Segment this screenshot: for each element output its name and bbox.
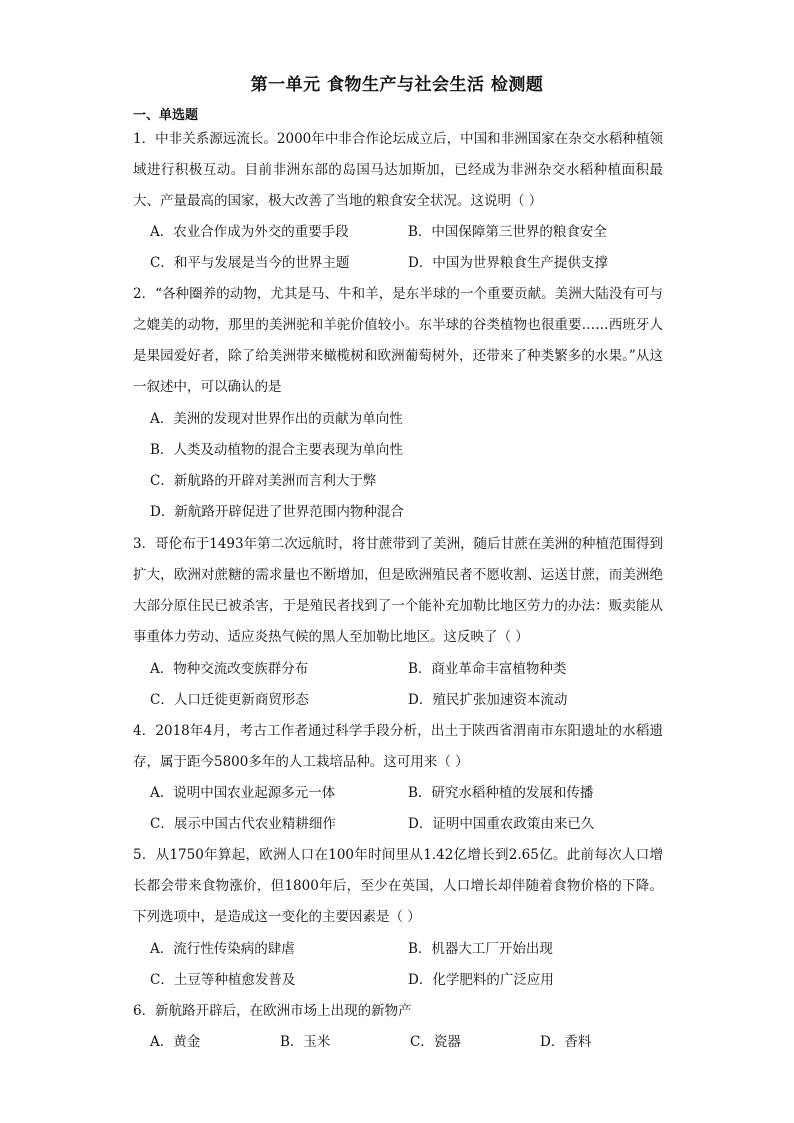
option-a: A．物种交流改变族群分布 xyxy=(150,661,309,677)
question-3-options xyxy=(150,654,670,716)
option-a: A．农业合作成为外交的重要手段 xyxy=(150,224,349,240)
option-d: D．中国为世界粮食生产提供支撑 xyxy=(408,255,608,271)
option-b: B．研究水稻种植的发展和传播 xyxy=(408,785,594,801)
option-c: C．和平与发展是当今的世界主题 xyxy=(150,255,350,271)
question-2-options xyxy=(150,404,670,528)
option-d: D．化学肥料的广泛应用 xyxy=(408,972,554,988)
option-c: C．展示中国古代农业精耕细作 xyxy=(150,816,336,832)
question-3-stem: 3．哥伦布于1493年第二次远航时，将甘蔗带到了美洲，随后甘蔗在美洲的种植范围得到扩大，欧洲对蔗糖的需求量也不断增加，但是欧洲殖民者不愿收割、运送甘蔗，而美洲绝大部分原住民已被杀害，于是殖民者找到了一个能补充加勒比地区劳力的办法：贩卖能从事重体力劳动、适应炎热气候的黑人至加勒比地区。这反映了（ ） xyxy=(133,536,663,645)
question-4-stem: 4．2018年4月，考古工作者通过科学手段分析，出土于陕西省渭南市东阳遗址的水稻遗存，属于距今5800多年的人工栽培品种。这可用来（ ） xyxy=(133,723,663,770)
option-c: C．新航路的开辟对美洲而言利大于弊 xyxy=(150,473,377,489)
option-b: B．中国保障第三世界的粮食安全 xyxy=(408,224,607,240)
option-b: B．机器大工厂开始出现 xyxy=(408,941,553,957)
question-4-options xyxy=(150,778,670,840)
option-c: C．瓷器 xyxy=(410,1034,461,1050)
question-6-stem: 6．新航路开辟后，在欧洲市场上出现的新物产 xyxy=(133,1003,412,1019)
option-a: A．流行性传染病的肆虐 xyxy=(150,941,295,957)
question-1-stem: 1．中非关系源远流长。2000年中非合作论坛成立后，中国和非洲国家在杂交水稻种植领域进行积极互动。目前非洲东部的岛国马达加斯加，已经成为非洲杂交水稻种植面积最大、产量最高的国家，极大改善了当地的粮食安全状况。这说明（ ） xyxy=(133,131,663,209)
question-2-stem: 2．“各种圈养的动物，尤其是马、牛和羊，是东半球的一个重要贡献。美洲大陆没有可与之媲美的动物，那里的美洲驼和羊驼价值较小。东半球的谷类植物也很重要……西班牙人是果园爱好者，除了给美洲带来橄榄树和欧洲葡萄树外，还带来了种类繁多的水果。”从这一叙述中，可以确认的是 xyxy=(133,286,663,395)
page-title: 第一单元 食物生产与社会生活 检测题 xyxy=(250,75,544,95)
option-d: D．香料 xyxy=(540,1034,592,1050)
option-d: D．证明中国重农政策由来已久 xyxy=(408,816,595,832)
section-heading: 一、单选题 xyxy=(133,108,199,123)
option-a: A．美洲的发现对世界作出的贡献为单向性 xyxy=(150,411,403,427)
option-a: A．说明中国农业起源多元一体 xyxy=(150,785,336,801)
question-1-options xyxy=(150,217,670,279)
option-b: B．玉米 xyxy=(280,1034,331,1050)
option-d: D．新航路开辟促进了世界范围内物种混合 xyxy=(150,504,404,520)
question-5-options xyxy=(150,934,670,996)
option-b: B．人类及动植物的混合主要表现为单向性 xyxy=(150,442,403,458)
question-6-options xyxy=(150,1027,670,1058)
option-b: B．商业革命丰富植物种类 xyxy=(408,661,567,677)
option-a: A．黄金 xyxy=(150,1034,201,1050)
option-d: D．殖民扩张加速资本流动 xyxy=(408,692,568,708)
option-c: C．人口迁徙更新商贸形态 xyxy=(150,692,309,708)
option-c: C．土豆等种植愈发普及 xyxy=(150,972,296,988)
question-5-stem: 5．从1750年算起，欧洲人口在100年时间里从1.42亿增长到2.65亿。此前每次人口增长都会带来食物涨价，但1800年后，至少在英国，人口增长却伴随着食物价格的下降。下列选项中，是造成这一变化的主要因素是（ ） xyxy=(133,847,663,925)
